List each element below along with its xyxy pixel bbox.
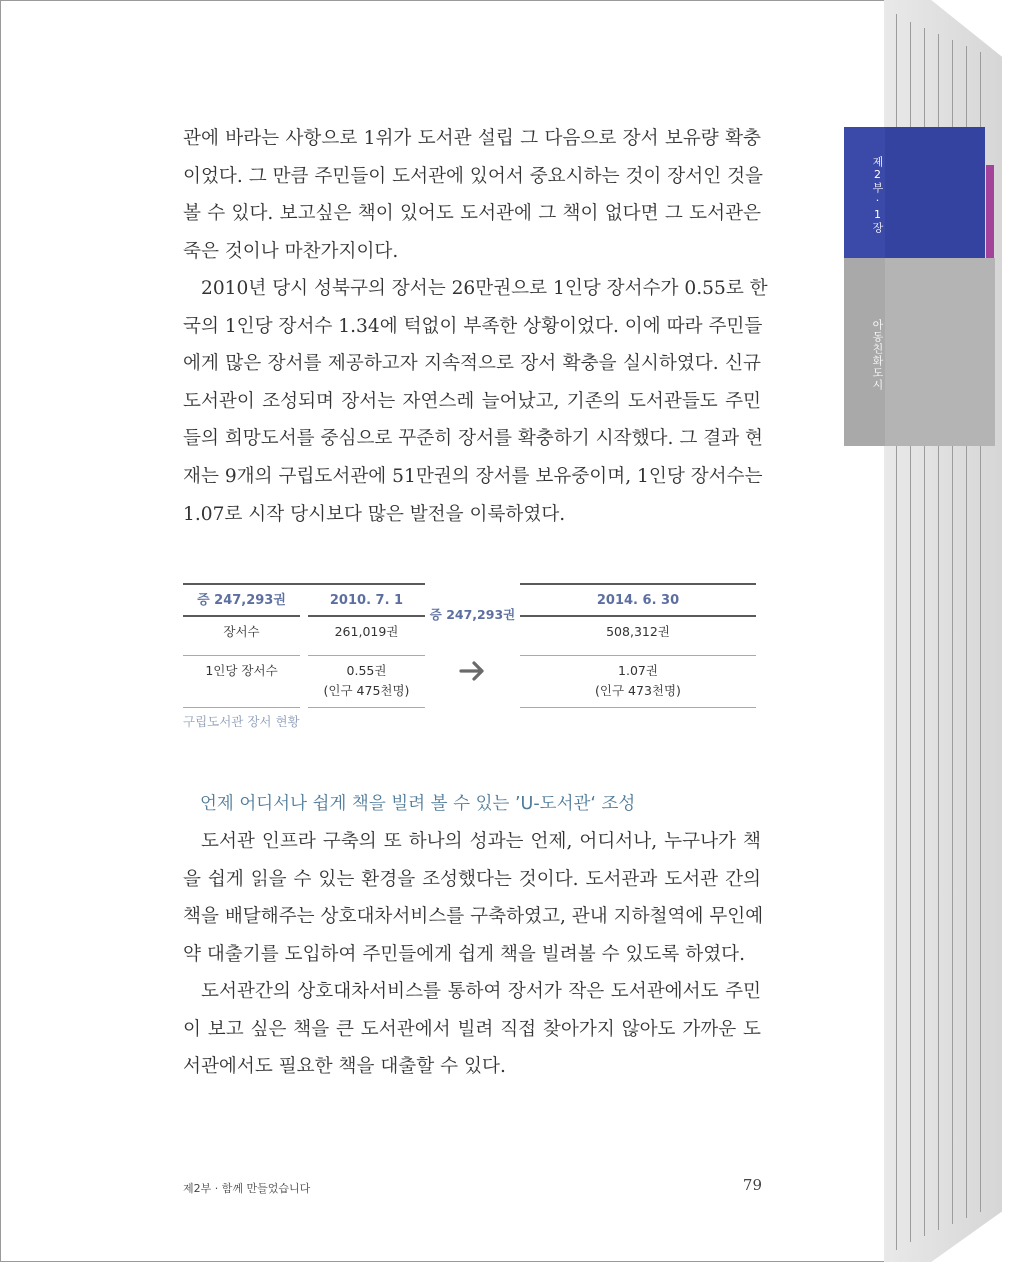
text-line: 도서관간의 상호대차서비스를 통하여 장서가 작은 도서관에서도 주민 [201,981,761,1002]
text-line: 2010년 당시 성북구의 장서는 26만권으로 1인당 장서수가 0.55로 한 [201,278,768,299]
text-line: 재는 9개의 구립도서관에 51만권의 장서를 보유중이며, 1인당 장서수는 [183,465,763,487]
running-footer: 제2부 · 함께 만들었습니다 [183,1182,311,1195]
section-tab-label: 아동친화도시 [871,319,884,391]
text-line: 도서관 인프라 구축의 또 하나의 성과는 언제, 어디서나, 누구나가 책 [201,831,761,852]
per-capita-after: 1.07권 [618,663,658,678]
table-top-rule [520,583,756,585]
text-line: 약 대출기를 도입하여 주민들에게 쉽게 책을 빌려볼 수 있도록 하였다. [183,943,746,965]
text-line: 관에 바라는 사항으로 1위가 도서관 설립 그 다음으로 장서 보유량 확충 [183,128,761,149]
books-after: 508,312권 [606,624,670,639]
section-tab-edge [885,258,995,446]
chapter-tab-label: 제2부·1장 [871,156,884,234]
header-rule [183,615,300,617]
table-bottom-rule [183,707,300,708]
header-rule [308,615,425,617]
text-line: 이 보고 싶은 책을 큰 도서관에서 빌려 직접 찾아가지 않아도 가까운 도 [183,1018,761,1040]
date-before-header: 2010. 7. 1 [329,593,404,608]
text-line: 을 쉽게 읽을 수 있는 환경을 조성했다는 것이다. 도서관과 도서관 간의 [183,868,761,890]
population-before: (인구 475천명) [323,683,410,698]
books-before: 261,019권 [334,624,399,639]
row-divider [520,655,756,656]
table-bottom-rule [520,707,756,708]
text-line: 1.07로 시작 당시보다 많은 발전을 이룩하였다. [183,503,566,525]
text-line: 도서관이 조성되며 장서는 자연스레 늘어났고, 기존의 도서관들도 주민 [183,390,761,412]
text-line: 에게 많은 장서를 제공하고자 지속적으로 장서 확충을 실시하였다. 신규 [183,353,761,375]
text-line: 이었다. 그 만큼 주민들이 도서관에 있어서 중요시하는 것이 장서인 것을 [183,165,763,187]
row-divider [183,655,300,656]
paragraph-3 [183,823,764,973]
paragraph-1 [183,120,761,270]
row-label-per-capita: 1인당 장서수 [205,663,278,678]
paragraph-4 [183,973,761,1086]
per-capita-before: 0.55권 [346,663,387,678]
header-rule [520,615,756,617]
row-divider [308,655,425,656]
population-after: (인구 473천명) [595,683,681,698]
page-number: 79 [742,1176,762,1194]
text-line: 책을 배달해주는 상호대차서비스를 구축하였고, 관내 지하철역에 무인예 [183,906,764,928]
row-label-books: 장서수 [223,624,260,639]
date-after-header: 2014. 6. 30 [596,593,680,608]
section-subheading: 언제 어디서나 쉽게 책을 빌려 볼 수 있는 ’U-도서관‘ 조성 [200,794,636,814]
paragraph-2 [183,270,768,533]
text-line: 볼 수 있다. 보고싶은 책이 있어도 도서관에 그 책이 없다면 그 도서관은 [183,203,761,225]
table-top-rule [183,583,425,585]
text-line: 서관에서도 필요한 책을 대출할 수 있다. [183,1056,506,1078]
increase-header: 증 247,293권 [197,593,286,608]
table-bottom-rule [308,707,425,708]
increase-mid-label: 증 247,293권 [429,607,516,622]
text-line: 죽은 것이나 마찬가지이다. [183,240,399,262]
text-line: 들의 희망도서를 중심으로 꾸준히 장서를 확충하기 시작했다. 그 결과 현 [183,428,763,450]
text-line: 국의 1인당 장서수 1.34에 턱없이 부족한 상황이었다. 이에 따라 주민들 [183,315,763,337]
chapter-tab-edge [885,127,985,258]
table-caption: 구립도서관 장서 현황 [183,714,300,729]
arrow-right-icon [458,656,488,686]
